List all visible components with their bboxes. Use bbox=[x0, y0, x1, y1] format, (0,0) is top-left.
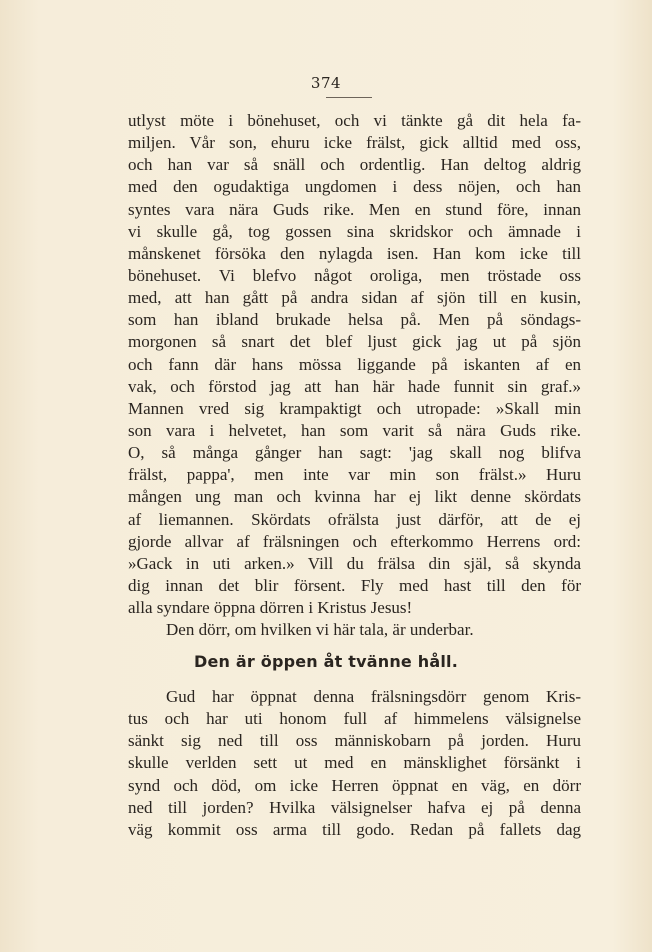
text-line: skulle verlden sett ut med en mänsklighet försänkt i bbox=[128, 753, 581, 773]
text-line: frälst, pappa', men inte var min son frälst.» Huru bbox=[128, 465, 581, 485]
text-line: morgonen så snart det blef ljust gick jag ut på sjön bbox=[128, 332, 581, 352]
text-line: »Gack in uti arken.» Vill du frälsa din själ, så skynda bbox=[128, 553, 581, 573]
text-line: af liemannen. Skördats ofrälsta just därför, att de ej bbox=[128, 509, 581, 529]
text-line: bönehuset. Vi blefvo något oroliga, men tröstade oss bbox=[128, 265, 581, 285]
text-line: sänkt sig ned till oss människobarn på jorden. Huru bbox=[128, 731, 581, 751]
text-line: månskenet försöka den nylagda isen. Han kom icke till bbox=[128, 243, 581, 263]
text-line: miljen. Vår son, ehuru icke frälst, gick alltid med oss, bbox=[128, 133, 581, 153]
text-line: som han ibland brukade helsa på. Men på söndags- bbox=[128, 310, 581, 330]
text-line: utlyst möte i bönehuset, och vi tänkte gå dit hela fa- bbox=[128, 111, 581, 130]
text-line: Den dörr, om hvilken vi här tala, är underbar. bbox=[166, 620, 474, 640]
text-line: synd och död, om icke Herren öppnat en väg, en dörr bbox=[128, 775, 581, 795]
text-line: dig innan det blir försent. Fly med hast till den för bbox=[128, 575, 581, 595]
text-line: med den ogudaktiga ungdomen i dess nöjen, och han bbox=[128, 177, 581, 197]
text-line: Mannen vred sig krampaktigt och utropade: »Skall min bbox=[128, 398, 581, 418]
text-line: väg kommit oss arma till godo. Redan på fallets dag bbox=[128, 819, 581, 839]
text-line: O, så många gånger han sagt: 'jag skall nog blifva bbox=[128, 443, 581, 463]
text-line: med, att han gått på andra sidan af sjön till en kusin, bbox=[128, 288, 581, 308]
text-line: tus och har uti honom full af himmelens välsignelse bbox=[128, 709, 581, 729]
text-line: syntes vara nära Guds rike. Men en stund före, innan bbox=[128, 199, 581, 219]
text-line: gjorde allvar af frälsningen och efterkommo Herrens ord: bbox=[128, 531, 581, 551]
text-line: alla syndare öppna dörren i Kristus Jesus! bbox=[128, 598, 413, 618]
text-line: och fann där hans mössa liggande på iskanten af en bbox=[128, 354, 581, 374]
text-line: vak, och förstod jag att han här hade funnit sin graf.» bbox=[128, 376, 581, 396]
text-line: och han var så snäll och ordentlig. Han deltog aldrig bbox=[128, 155, 581, 175]
text-line: mången ung man och kvinna har ej likt denne skördats bbox=[128, 487, 581, 507]
text-line: Gud har öppnat denna frälsningsdörr genom Kris- bbox=[166, 687, 581, 706]
text-line: vi skulle gå, tog gossen sina skridskor och ämnade i bbox=[128, 221, 581, 241]
body-text-top bbox=[128, 110, 581, 641]
page-number-rule bbox=[326, 97, 372, 98]
body-text-bottom bbox=[128, 686, 581, 841]
page-number: 374 bbox=[310, 74, 342, 92]
text-line: son vara i helvetet, han som varit så nära Guds rike. bbox=[128, 420, 581, 440]
section-heading: Den är öppen åt tvänne håll. bbox=[194, 652, 458, 671]
text-line: ned till jorden? Hvilka välsignelser hafva ej på denna bbox=[128, 797, 581, 817]
